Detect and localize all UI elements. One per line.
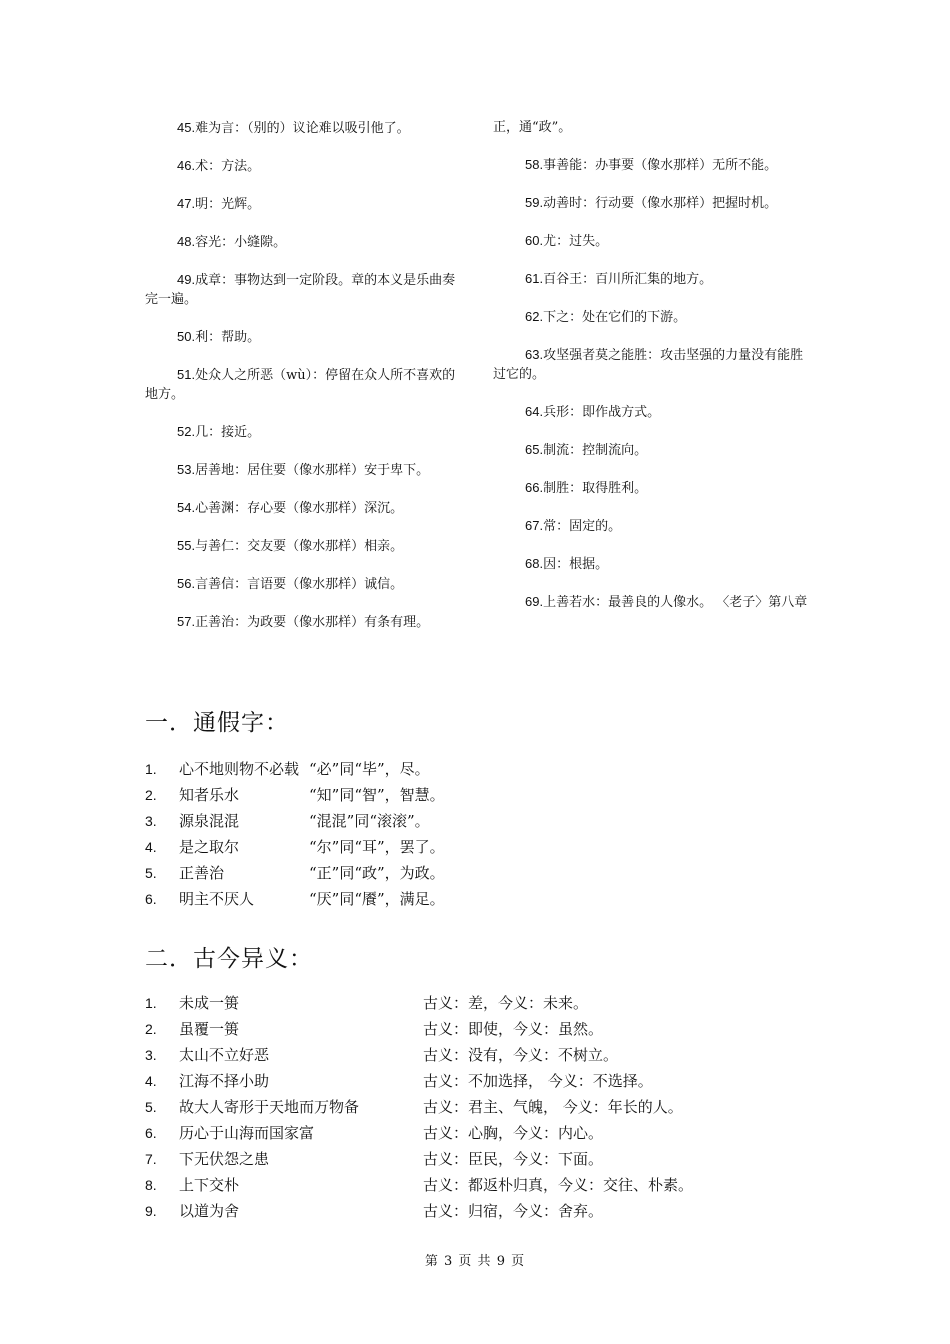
list-item: 5. 正善治 “正”同“政”，为政。 xyxy=(145,864,445,882)
note-57-continuation: 正，通“政”。 xyxy=(493,120,572,135)
note-53: 53.居善地：居住要（像水那样）安于卑下。 xyxy=(177,462,430,478)
note-60: 60.尤：过失。 xyxy=(525,233,609,249)
list-item: 3. 太山不立好恶 古义：没有，今义：不树立。 xyxy=(145,1046,619,1064)
list-item: 8. 上下交朴 古义：都返朴归真，今义：交往、朴素。 xyxy=(145,1176,694,1194)
note-63: 63.攻坚强者莫之能胜：攻击坚强的力量没有能胜过它的。 xyxy=(493,347,804,382)
note-50: 50.利：帮助。 xyxy=(177,329,261,345)
note-49: 49.成章：事物达到一定阶段。章的本义是乐曲奏完一遍。 xyxy=(145,272,456,307)
note-62: 62.下之：处在它们的下游。 xyxy=(525,309,687,325)
note-68: 68.因：根据。 xyxy=(525,556,609,572)
note-67: 67.常：固定的。 xyxy=(525,518,622,534)
note-65: 65.制流：控制流向。 xyxy=(525,442,648,458)
note-64: 64.兵形：即作战方式。 xyxy=(525,404,661,420)
list-item: 4. 是之取尔 “尔”同“耳”，罢了。 xyxy=(145,838,445,856)
note-45: 45.难为言：（别的）议论难以吸引他了。 xyxy=(177,120,410,136)
note-57: 57.正善治：为政要（像水那样）有条有理。 xyxy=(177,614,430,630)
note-69: 69.上善若水：最善良的人像水。 〈老子〉第八章 xyxy=(525,594,808,610)
note-46: 46.术：方法。 xyxy=(177,158,261,174)
list-item: 6. 历心于山海而国家富 古义：心胸，今义：内心。 xyxy=(145,1124,604,1142)
section-title-gujinyiyi: 二．古今异义： xyxy=(145,946,313,972)
list-item: 2. 知者乐水 “知”同“智”，智慧。 xyxy=(145,786,445,804)
note-61: 61.百谷王：百川所汇集的地方。 xyxy=(525,271,713,287)
note-58: 58.事善能：办事要（像水那样）无所不能。 xyxy=(525,157,778,173)
tongjiazi-list xyxy=(145,756,845,912)
list-item: 5. 故大人寄形于天地而万物备 古义：君主、气魄， 今义：年长的人。 xyxy=(145,1098,683,1116)
notes-left-column xyxy=(145,118,463,650)
note-47: 47.明：光辉。 xyxy=(177,196,261,212)
section-title-tongjiazi: 一．通假字： xyxy=(145,710,289,736)
notes-right-column xyxy=(493,118,811,630)
note-54: 54.心善渊：存心要（像水那样）深沉。 xyxy=(177,500,404,516)
note-51: 51.处众人之所恶（wù）：停留在众人所不喜欢的地方。 xyxy=(145,367,456,402)
list-item: 3. 源泉混混 “混混”同“滚滚”。 xyxy=(145,812,430,830)
list-item: 9. 以道为舍 古义：归宿，今义：舍弃。 xyxy=(145,1202,604,1220)
list-item: 1. 心不地则物不必载 “必”同“毕”，尽。 xyxy=(145,760,430,778)
list-item: 1. 未成一篑 古义：差，今义：未来。 xyxy=(145,994,589,1012)
note-59: 59.动善时：行动要（像水那样）把握时机。 xyxy=(525,195,778,211)
page-footer: 第 3 页 共 9 页 xyxy=(424,1254,526,1269)
note-66: 66.制胜：取得胜利。 xyxy=(525,480,648,496)
gujinyiyi-list xyxy=(145,990,845,1224)
list-item: 7. 下无伏怨之患 古义：臣民，今义：下面。 xyxy=(145,1150,604,1168)
note-56: 56.言善信：言语要（像水那样）诚信。 xyxy=(177,576,404,592)
note-52: 52.几：接近。 xyxy=(177,424,261,440)
note-48: 48.容光：小缝隙。 xyxy=(177,234,287,250)
note-55: 55.与善仁：交友要（像水那样）相亲。 xyxy=(177,538,404,554)
list-item: 4. 江海不择小助 古义：不加选择， 今义：不选择。 xyxy=(145,1072,653,1090)
list-item: 2. 虽覆一篑 古义：即使，今义：虽然。 xyxy=(145,1020,604,1038)
list-item: 6. 明主不厌人 “厌”同“餍”，满足。 xyxy=(145,890,445,908)
